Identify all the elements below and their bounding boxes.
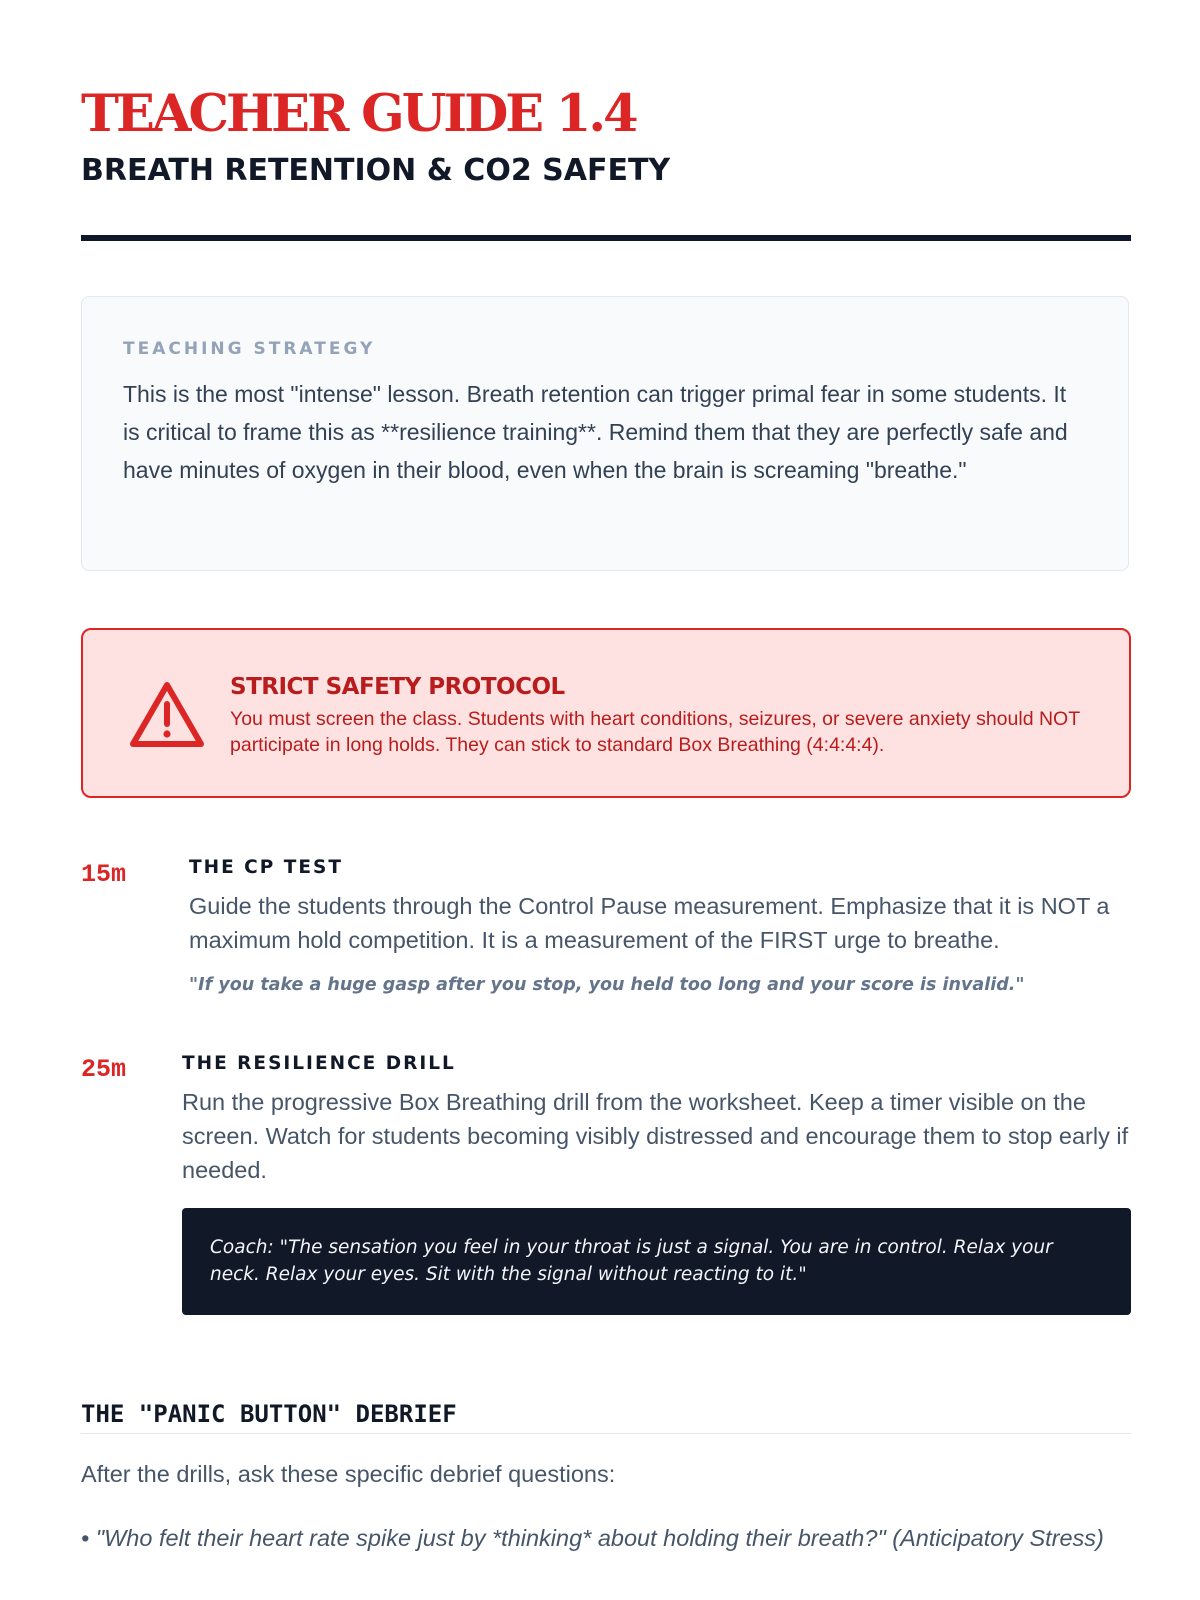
debrief-question: • "Who felt their heart rate spike just by *thinking* about holding their breath?" (Anticipatory Stress) xyxy=(81,1525,1104,1551)
debrief-heading: THE "PANIC BUTTON" DEBRIEF xyxy=(81,1400,457,1428)
teaching-strategy-text: This is the most "intense" lesson. Breath retention can trigger primal fear in some students. It is critical to frame this as **resilience training**. Remind them that they are perfectly safe and have minutes of oxygen in their blood, even when the brain is screaming "breathe." xyxy=(123,381,1068,483)
coach-script: Coach: "The sensation you feel in your throat is just a signal. You are in control. Relax your neck. Relax your eyes. Sit with the signal without reacting to it." xyxy=(210,1237,1053,1285)
step-duration: 15m xyxy=(81,860,127,889)
step-duration: 25m xyxy=(81,1055,127,1084)
step-quote: "If you take a huge gasp after you stop, you held too long and your score is invalid." xyxy=(189,975,1025,995)
step-description: Run the progressive Box Breathing drill from the worksheet. Keep a timer visible on the screen. Watch for students becoming visibly distressed and encourage them to stop early if needed. xyxy=(182,1089,1129,1183)
safety-protocol-title: STRICT SAFETY PROTOCOL xyxy=(230,674,565,700)
safety-protocol-alert xyxy=(81,628,1131,798)
page-title: TEACHER GUIDE 1.4 xyxy=(81,84,636,144)
warning-triangle-icon xyxy=(128,680,206,750)
teaching-strategy-label: TEACHING STRATEGY xyxy=(123,339,376,359)
teaching-strategy-card xyxy=(81,296,1129,571)
debrief-divider xyxy=(81,1433,1131,1434)
header-divider xyxy=(81,235,1131,241)
step-title: THE RESILIENCE DRILL xyxy=(182,1053,456,1074)
step-title: THE CP TEST xyxy=(189,857,343,878)
page-subtitle: BREATH RETENTION & CO2 SAFETY xyxy=(81,153,671,188)
safety-protocol-text: You must screen the class. Students with heart conditions, seizures, or severe anxiety should NOT participate in long holds. They can stick to standard Box Breathing (4:4:4:4). xyxy=(230,708,1080,756)
step-description: Guide the students through the Control Pause measurement. Emphasize that it is NOT a maximum hold competition. It is a measurement of the FIRST urge to breathe. xyxy=(189,893,1110,953)
debrief-intro: After the drills, ask these specific debrief questions: xyxy=(81,1461,616,1487)
coach-callout xyxy=(182,1208,1131,1315)
